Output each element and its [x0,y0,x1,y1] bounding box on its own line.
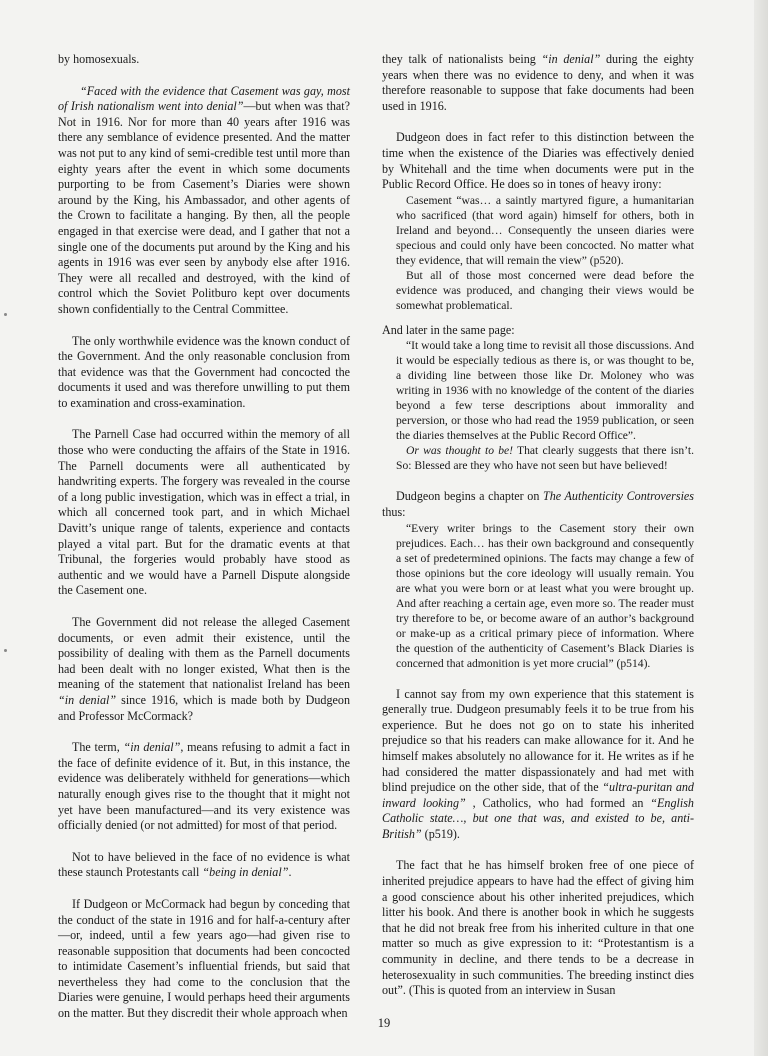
paragraph [58,850,350,881]
emphasis: “English Catholic state…, but one that was, and existed to be, anti-British” [382,795,694,841]
paragraph-text: . [288,865,292,880]
paragraph: by homosexuals. [58,52,140,66]
paragraph: Dudgeon does in fact refer to this distinction between the time when the existence of the Diaries was effectively denied by Whitehall and the time when documents were put in the Public Record Office. He does so in tones of heavy irony: [382,130,694,192]
paragraph-text: , means refusing to admit a fact in the face of definite evidence of it. But, in this instance, the evidence was deliberately withheld for generations—which naturally enough gives rise to the thought that it might not yet have been manufactured—and its very existence was officially denied (or not admitted) for most of that period. [58,740,350,833]
right-column [382,52,694,999]
page-edge-shadow [754,0,768,1056]
scan-speck [4,649,7,652]
paragraph-text: The Government did not release the alleged Casement documents, or even admit their existence, until the possibility of dealing with them as the Parnell documents had been dealt with no longer existed, What then is the meaning of the statement that nationalist Ireland has been [58,615,350,692]
paragraph: The fact that he has himself broken free of one piece of inherited prejudice appears to have had the effect of giving him a good conscience about his other inherited prejudices, which litter his book. And there is another book in which he suggests that he did not break free from his inherited culture in that one matter so much as give expression to it: “Protestantism is a community in decline, and there tends to be a decrease in heterosexuality in such communities. The breeding instinct dies out”. (This is quoted from an interview in Susan [382,858,694,998]
paragraph: The only worthwhile evidence was the known conduct of the Government. And the only reasonable conclusion from that evidence was that the Government had concocted the documents it used and was therefore unwilling to put them to examination and cross-examination. [58,333,350,410]
emphasis: “in denial” [541,52,601,66]
block-quote: But all of those most concerned were dead before the evidence was produced, and changing their views would be somewhat problematical. [396,268,694,312]
block-quote: “Every writer brings to the Casement story their own prejudices. Each… has their own background and consequently a set of predetermined opinions. The facts may change a few of those opinions but the core ideology will usually remain. You are what you were born or at least what you were brought up. And after reaching a certain age, even more so. The reader must try therefore to be, or become aware of an author’s background or make-up as a critical primary piece of information. Where the question of the authenticity of Casement’s Black Diaries is concerned that admonition is yet more crucial” (p514). [396,521,694,670]
emphasis: “ultra-puritan and inward looking” [382,780,694,810]
block-quote: Casement “was… a saintly martyred figure, a humanitarian who sacrificed (that word again) himself for others, both in Ireland and beyond… Consequently the unseen diaries were specious and could only have been concocted. No matter what they evidence, that will remain the view” (p520). [396,193,694,267]
paragraph-text: Dudgeon begins a chapter on [396,489,544,504]
paragraph-text: (p519). [421,826,460,841]
paragraph [382,687,694,843]
emphasis: Or was thought to be! [406,444,514,458]
paragraph [382,52,694,114]
page-number: 19 [377,1016,391,1030]
paragraph-text: , Catholics, who had formed an [465,795,651,810]
paragraph [58,615,350,724]
emphasis: “being in denial” [202,865,289,880]
paragraph-text: thus: [382,504,406,519]
block-quote: “It would take a long time to revisit all those discussions. And it would be especially tedious as there is, or was thought to be, a dividing line between those like Dr. Moloney who was writing in 1936 with no knowledge of the content of the diaries beyond a few terse descriptions about immorality and perversion, or those who had read the 1959 publication, or seen the diaries themselves at the Public Record Office”. [396,339,694,443]
paragraph-text: Not to have believed in the face of no evidence is what these staunch Protestants call [58,849,350,880]
paragraph-text: The term, [72,740,124,755]
left-column [58,52,350,1022]
paragraph [58,740,350,834]
emphasis: “in denial” [123,740,181,755]
paragraph: If Dudgeon or McCormack had begun by conceding that the conduct of the state in 1916 and for half-a-century after—or, indeed, until a few years ago—had given rise to reasonable supposition that documents had been concocted to intimidate Casement’s influential friends, but said that nevertheless they had come to the conclusion that the Diaries were genuine, I would perhaps heed their arguments on the matter. But they discredit their whole approach when [58,896,350,1021]
paragraph-text: —but when was that? Not in 1916. Nor for more than 40 years after 1916 was there any semblance of evidence presented. And the matter was not put to any kind of semi-credible test until more than eighty years after the event in which some documents purporting to be from Casement’s Diaries were shown around by the King, his Ambassador, and other agents of the Crown to facilitate a hanging. By then, all the people engaged in that exercise were dead, and I gather that not a single one of the documents put around by the King and his agents in 1916 was ever seen by anybody else after 1916. They were all recalled and destroyed, with the kind of control which the Soviet Politburo kept over documents shown confidentially to the Central Committee. [58,99,350,316]
paragraph-text: since 1916, which is made both by Dudgeon and Professor McCormack? [58,692,350,723]
paragraph-text: That clearly suggests that there isn’t. So: Blessed are they who have not seen but have believed! [396,444,694,473]
quoted-text: “Faced with the evidence that Casement was gay, most of Irish nationalism went into denial” [58,83,350,114]
block-quote [382,443,694,473]
emphasis: “in denial” [58,692,117,707]
paragraph [58,84,350,318]
book-title: The Authenticity Controversies [543,489,694,504]
paragraph [382,489,694,520]
paragraph-text: I cannot say from my own experience that this statement is generally true. Dudgeon presumably feels it to be true from his experience. But he does not go on to state his inherited prejudice so that his readers can make allowance for it. And he himself makes absolutely no allowance for it. He writes as if he had considered the matter dispassionately and had met with blind prejudice on the other side, that of the [382,686,694,795]
scan-speck [4,313,7,316]
paragraph: The Parnell Case had occurred within the memory of all those who were conducting the affairs of the State in 1916. The Parnell documents were all authenticated by handwriting experts. The forgery was revealed in the course of a long public investigation, which was in effect a trial, in which all concerned took part, and in which Michael Davitt’s unique range of talents, experience and contacts played a vital part. But for the dramatic events at that Tribunal, the forgeries would probably have stood as authentic and we would have a Parnell Dispute alongside the Casement one. [58,427,350,598]
paragraph-text: they talk of nationalists being [382,52,542,66]
paragraph: And later in the same page: [382,322,515,337]
paragraph-text: during the eighty years when there was no evidence to deny, and when it was therefore reasonable to suppose that fake documents had been used in 1916. [382,52,694,113]
